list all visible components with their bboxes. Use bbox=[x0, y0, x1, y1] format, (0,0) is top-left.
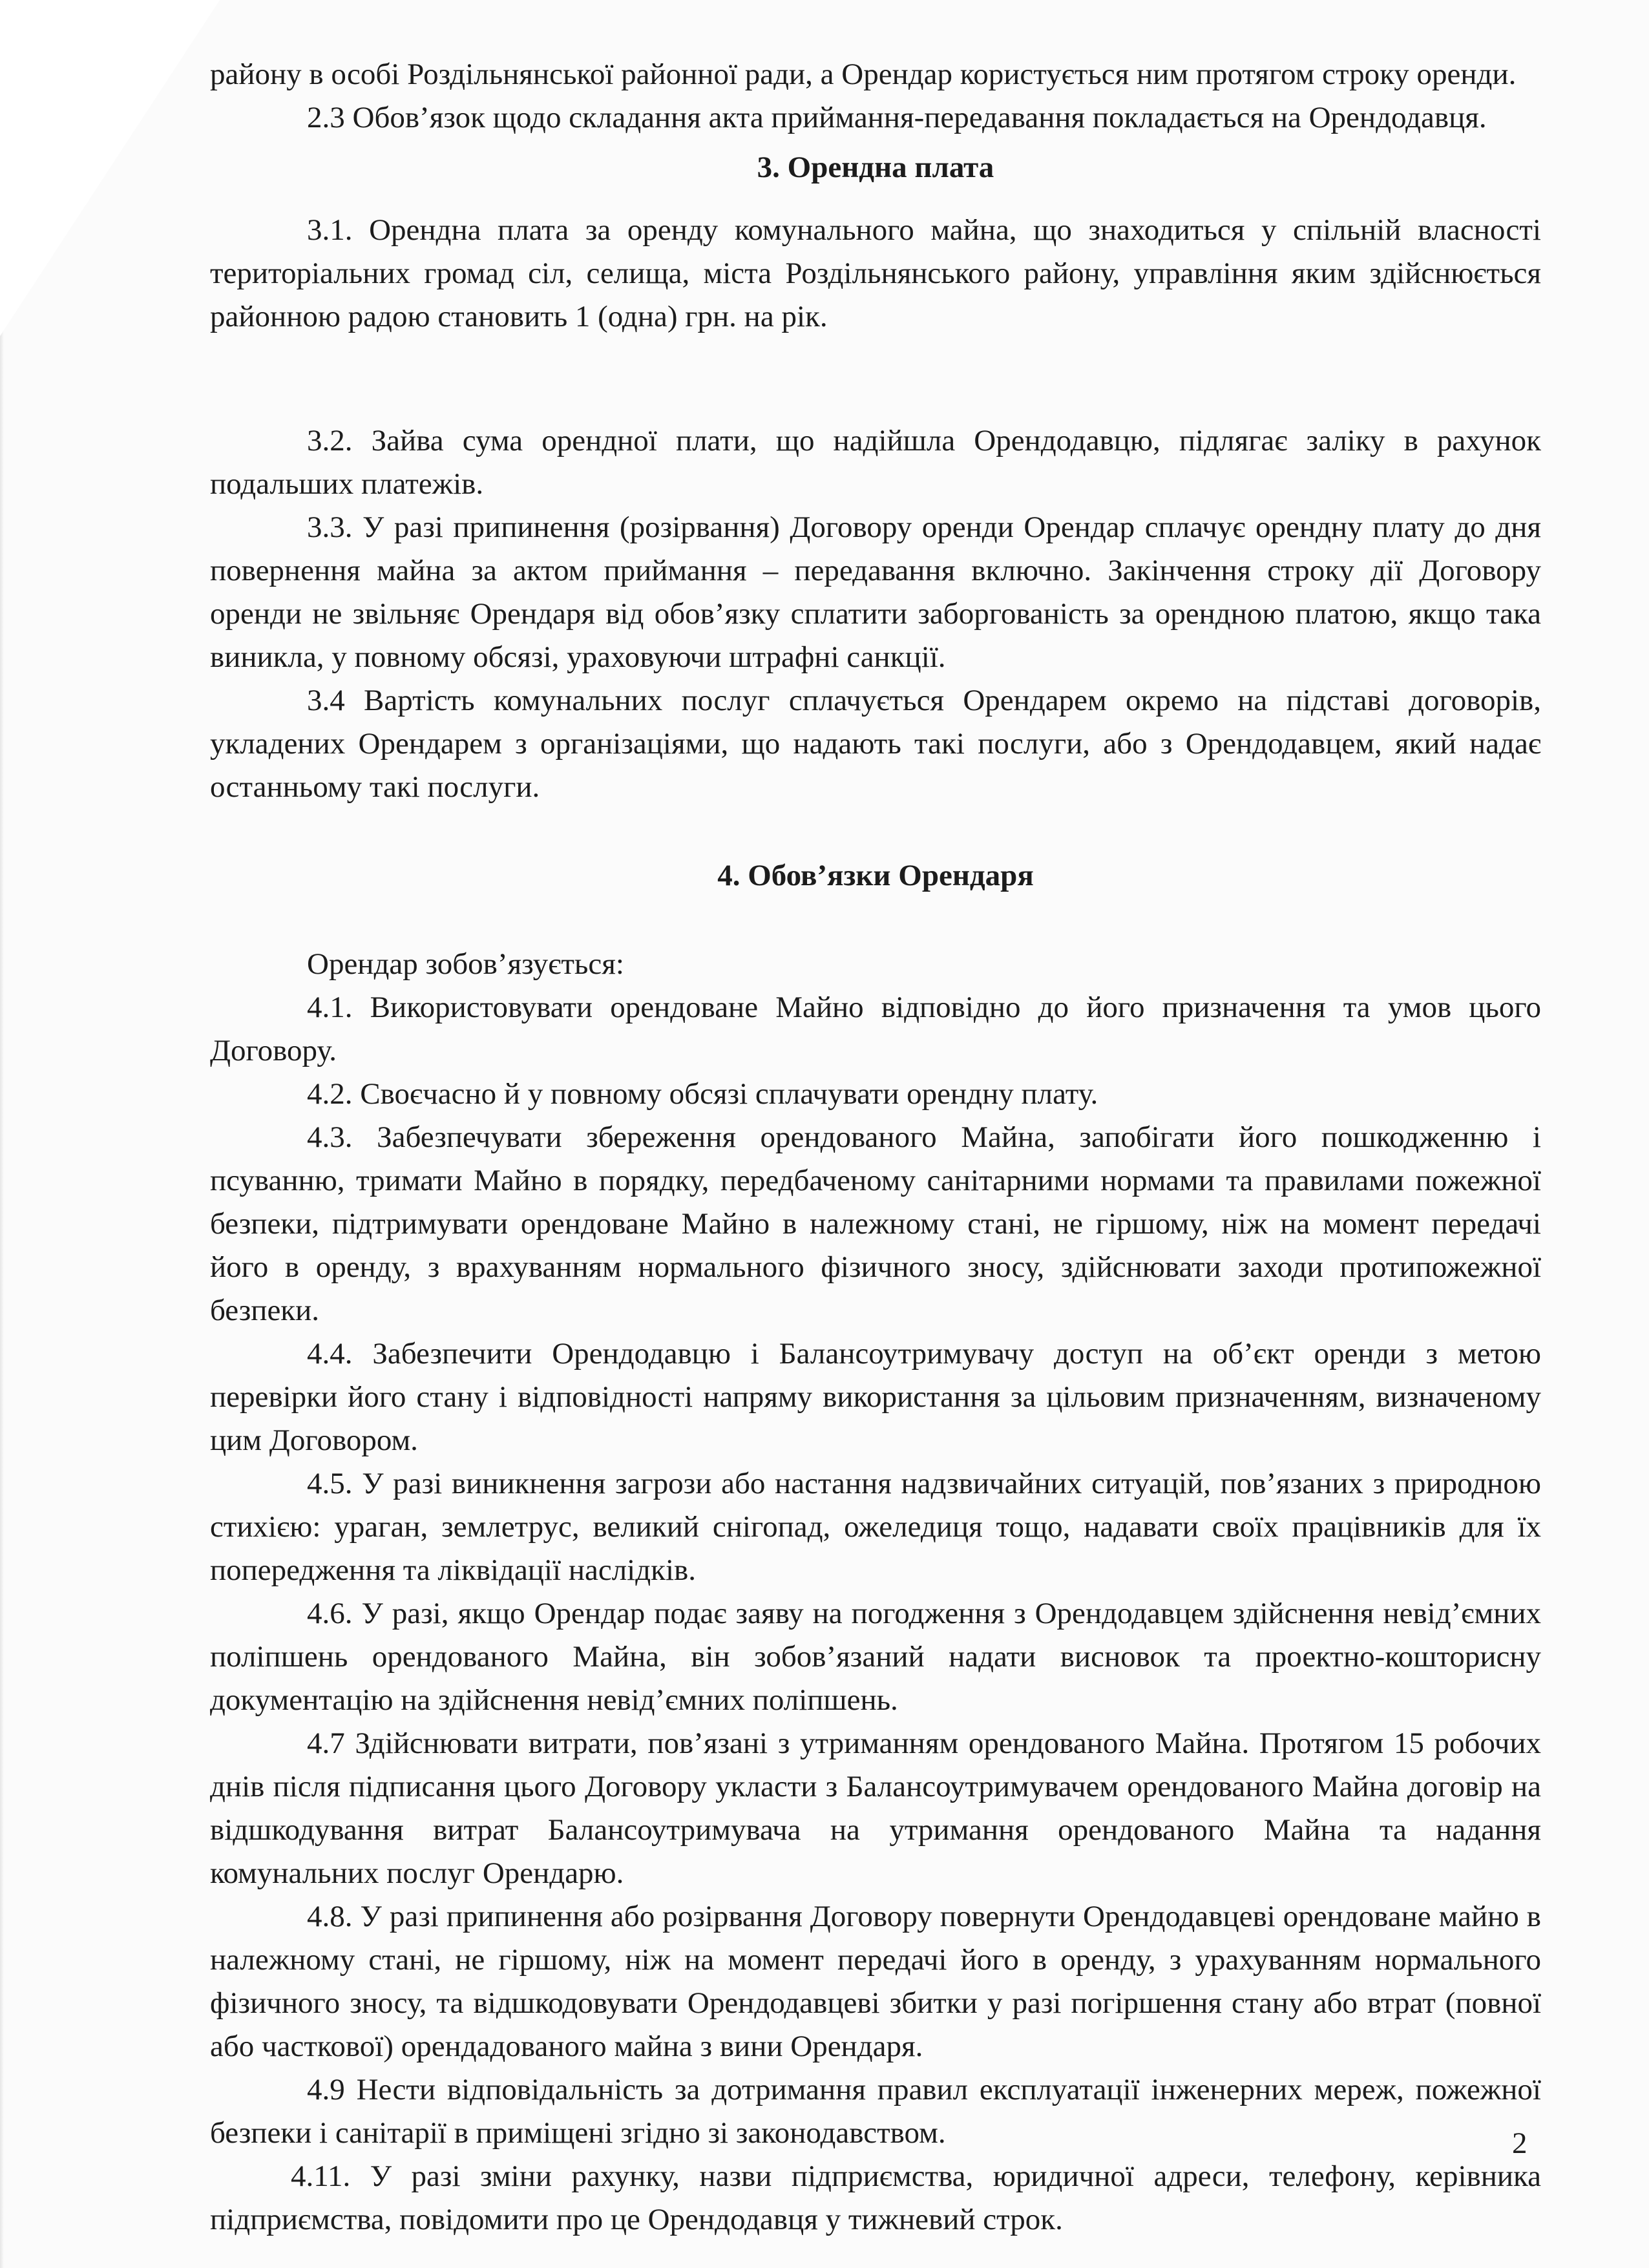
paragraph-2-3: 2.3 Обов’язок щодо складання акта приймання-передавання покладається на Орендодавця. bbox=[307, 101, 1487, 134]
section-4-heading: 4. Обов’язки Орендаря bbox=[717, 859, 1034, 892]
document-page bbox=[210, 53, 1541, 2242]
folded-corner bbox=[0, 0, 220, 336]
paragraph-4-1: 4.1. Використовувати орендоване Майно відповідно до його призначення та умов цього Договору. bbox=[210, 991, 1541, 1067]
paragraph-4-3: 4.3. Забезпечувати збереження орендованого Майна, запобігати його пошкодженню і псуванню, тримати Майно в порядку, передбаченому санітарними нормами та правилами пожежної безпеки, підтримувати орендоване Майно в належному стані, не гіршому, ніж на момент передачі його в оренду, з врахуванням нормального фізичного зносу, здійснювати заходи протипожежної безпеки. bbox=[210, 1120, 1541, 1327]
section-4-intro: Орендар зобов’язується: bbox=[307, 947, 624, 981]
paragraph-4-4: 4.4. Забезпечити Орендодавцю і Балансоутримувачу доступ на об’єкт оренди з метою перевірки його стану і відповідності напряму використання за цільовим призначенням, визначеному цим Договором. bbox=[210, 1337, 1541, 1457]
paragraph-3-3: 3.3. У разі припинення (розірвання) Договору оренди Орендар сплачує орендну плату до дня повернення майна за актом приймання – передавання включно. Закінчення строку дії Договору оренди не звільняє Орендаря від обов’язку сплатити заборгованість за орендною платою, якщо така виникла, у повному обсязі, ураховуючи штрафні санкції. bbox=[210, 510, 1541, 674]
paragraph-4-5: 4.5. У разі виникнення загрози або настання надзвичайних ситуацій, пов’язаних з природною стихією: ураган, землетрус, великий снігопад, ожеледиця тощо, надавати своїх працівників для їх попередження та ліквідації наслідків. bbox=[210, 1467, 1541, 1587]
paragraph-3-2: 3.2. Зайва сума орендної плати, що надійшла Орендодавцю, підлягає заліку в рахунок подальших платежів. bbox=[210, 424, 1541, 501]
paragraph-4-9: 4.9 Нести відповідальність за дотримання правил експлуатації інженерних мереж, пожежної безпеки і санітарії в приміщені згідно зі законодавством. bbox=[210, 2073, 1541, 2150]
scan-edge bbox=[0, 0, 4, 2268]
paragraph-3-4: 3.4 Вартість комунальних послуг сплачується Орендарем окремо на підставі договорів, укладених Орендарем з організаціями, що надають такі послуги, або з Орендодавцем, який надає останньому такі послуги. bbox=[210, 684, 1541, 804]
paragraph-3-1: 3.1. Орендна плата за оренду комунального майна, що знаходиться у спільній власності територіальних громад сіл, селища, міста Роздільнянського району, управління яким здійснюється районною радою становить 1 (одна) грн. на рік. bbox=[210, 213, 1541, 333]
paragraph-continuation: району в особі Роздільнянської районної ради, а Орендар користується ним протягом строку оренди. bbox=[210, 58, 1517, 91]
paragraph-4-6: 4.6. У разі, якщо Орендар подає заяву на погодження з Орендодавцем здійснення невід’ємних поліпшень орендованого Майна, він зобов’язаний надати висновок та проектно-кошторисну документацію на здійснення невід’ємних поліпшень. bbox=[210, 1597, 1541, 1717]
section-3-heading: 3. Орендна плата bbox=[757, 151, 994, 184]
page-number: 2 bbox=[1512, 2126, 1528, 2160]
paragraph-4-2: 4.2. Своєчасно й у повному обсязі сплачувати орендну плату. bbox=[307, 1077, 1098, 1111]
paragraph-4-7: 4.7 Здійснювати витрати, пов’язані з утриманням орендованого Майна. Протягом 15 робочих днів після підписання цього Договору укласти з Балансоутримувачем орендованого Майна договір на відшкодування витрат Балансоутримувача на утримання орендованого Майна та надання комунальних послуг Орендарю. bbox=[210, 1727, 1541, 1890]
paragraph-4-8: 4.8. У разі припинення або розірвання Договору повернути Орендодавцеві орендоване майно в належному стані, не гіршому, ніж на момент передачі його в оренду, з урахуванням нормального фізичного зносу, та відшкодовувати Орендодавцеві збитки у разі погіршення стану або втрат (повної або часткової) орендадованого майна з вини Орендаря. bbox=[210, 1900, 1541, 2063]
paragraph-4-11: 4.11. У разі зміни рахунку, назви підприємства, юридичної адреси, телефону, керівника підприємства, повідомити про це Орендодавця у тижневий строк. bbox=[210, 2159, 1541, 2236]
